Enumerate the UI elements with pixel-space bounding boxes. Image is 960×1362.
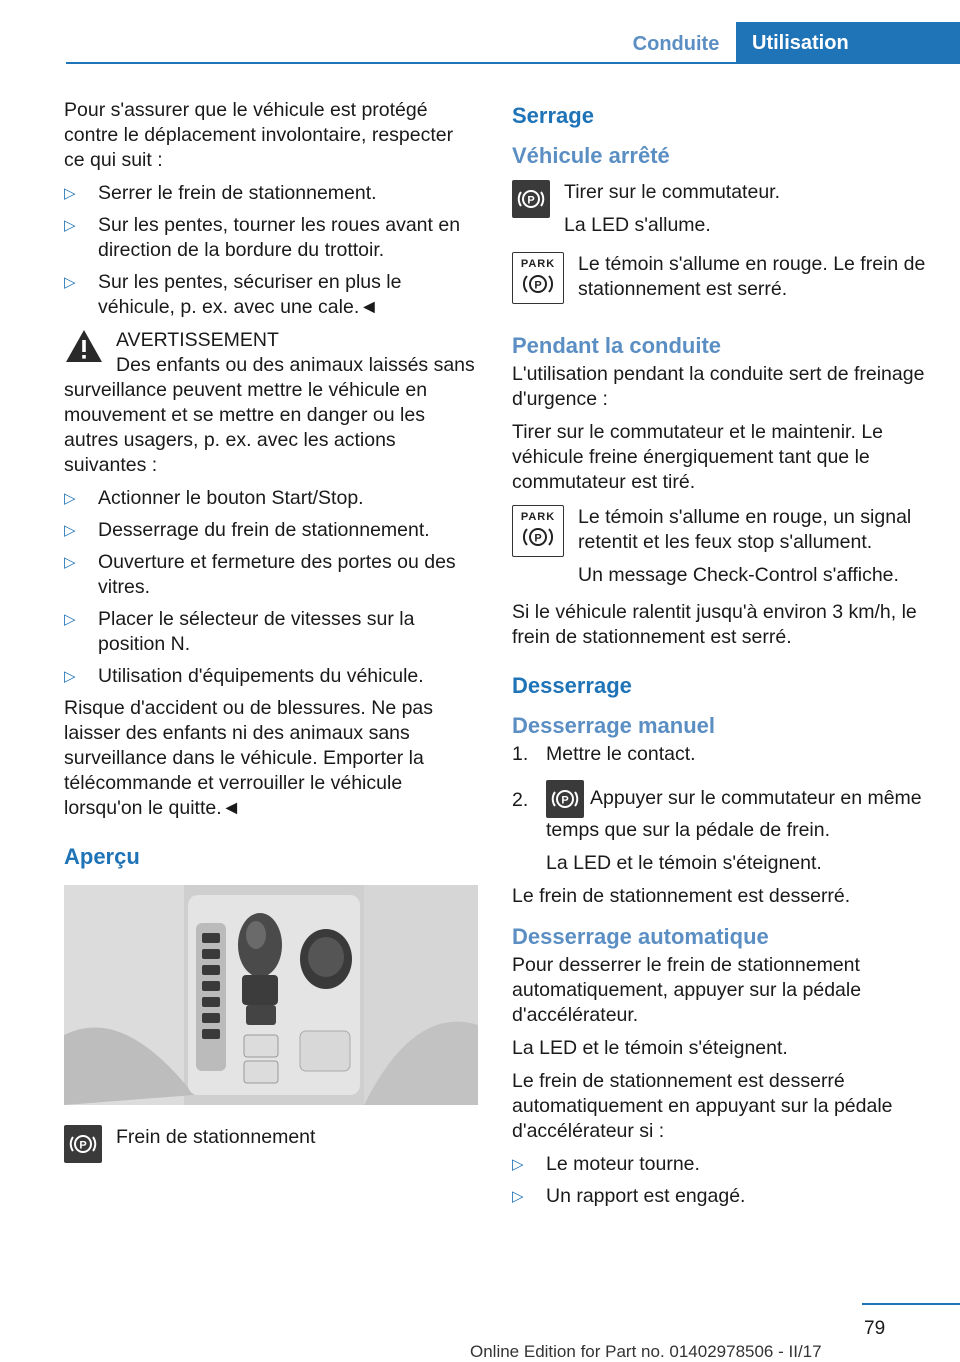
park-indicator-icon: PARK P [512, 252, 564, 304]
list-item: ▷ Un rapport est engagé. [512, 1185, 746, 1207]
desserrage-auto-heading: Desserrage automatique [512, 924, 769, 949]
svg-text:P: P [79, 1139, 87, 1152]
warning-title: AVERTISSEMENT [116, 329, 279, 351]
indicator-text: Le témoin s'allume en rouge. Le frein de stationnement est serré. [578, 253, 926, 300]
triangle-bullet-icon: ▷ [64, 668, 76, 685]
serrage-heading: Serrage [512, 103, 594, 128]
vehicule-arrete-heading: Véhicule arrêté [512, 143, 670, 168]
signal-text: Le témoin s'allume en rouge, un signal retentit et les feux stop s'allument. [578, 506, 912, 553]
auto-p2: Le frein de stationnement est desserré automatiquement en appuyant sur la pédale d'accélérateur si : [512, 1070, 893, 1142]
triangle-bullet-icon: ▷ [64, 185, 76, 202]
overview-heading: Aperçu [64, 844, 140, 869]
pendant-conduite-heading: Pendant la conduite [512, 333, 722, 358]
tab-conduite: Conduite [632, 33, 720, 55]
list-item: 1. Mettre le contact. [512, 743, 696, 765]
svg-text:P: P [534, 532, 542, 545]
pendant-p2: Tirer sur le commutateur et le maintenir. Le véhicule freine énergiquement tant que le commutateur est tiré. [512, 421, 884, 493]
parking-brake-icon [512, 180, 550, 218]
warning-icon [64, 328, 104, 364]
tab-utilisation: Utilisation [736, 22, 960, 62]
triangle-bullet-icon: ▷ [512, 1188, 524, 1205]
instruction-text: Tirer sur le commutateur. [564, 181, 781, 203]
park-indicator-icon: PARK P [512, 505, 564, 557]
list-item: ▷ Sur les pentes, tourner les roues avant en direction de la bordure du trottoir. [64, 214, 461, 261]
indicator-row [512, 252, 928, 310]
list-item: ▷ Placer le sélecteur de vitesses sur la position N. [64, 608, 415, 655]
triangle-bullet-icon: ▷ [64, 274, 76, 291]
list-item: ▷ Desserrage du frein de stationnement. [64, 519, 430, 541]
page-number: 79 [864, 1318, 886, 1339]
header-rule [66, 62, 960, 64]
pendant-p1: L'utilisation pendant la conduite sert de freinage d'urgence : [512, 363, 925, 410]
right-column [512, 98, 928, 1216]
led-text: La LED s'allume. [564, 214, 711, 236]
led-off-text: La LED et le témoin s'éteignent. [546, 852, 822, 874]
auto-conditions-list [512, 1152, 928, 1209]
center-console-image [64, 885, 478, 1105]
list-item: ▷ Ouverture et fermeture des portes ou des vitres. [64, 551, 456, 598]
parking-brake-icon [64, 1125, 102, 1163]
caption-text: Frein de stationnement [116, 1126, 316, 1148]
list-item: ▷ Utilisation d'équipements du véhicule. [64, 665, 424, 687]
indicator-row-2 [512, 505, 928, 588]
svg-text:P: P [534, 279, 542, 292]
left-column [64, 98, 478, 1195]
manual-steps [512, 742, 928, 876]
desserrage-heading: Desserrage [512, 673, 632, 698]
ralentit-paragraph: Si le véhicule ralentit jusqu'à environ 3 km/h, le frein de stationnement est serré. [512, 601, 917, 648]
action-list [64, 486, 478, 689]
caption-row [64, 1125, 478, 1183]
warning-text: Des enfants ou des animaux laissés sans surveillance peuvent mettre le véhicule en mouvement et se mettre en danger ou les autres usagers, p. ex. avec les actions suivantes : [64, 354, 475, 476]
list-item: ▷ Sur les pentes, sécuriser en plus le véhicule, p. ex. avec une cale.◄ [64, 271, 402, 318]
auto-p1: Pour desserrer le frein de stationnement automatiquement, appuyer sur la pédale d'accélérateur. [512, 954, 862, 1026]
warning-block [64, 328, 478, 353]
list-item: ▷ Serrer le frein de stationnement. [64, 182, 377, 204]
check-control-text: Un message Check-Control s'affiche. [578, 564, 899, 586]
triangle-bullet-icon: ▷ [512, 1156, 524, 1173]
list-item: 2. P Appuyer sur le commutateur en même temps que sur la pédale de frein. La LED et le témoin s'éteignent. [512, 774, 928, 876]
svg-text:P: P [527, 194, 535, 207]
triangle-bullet-icon: ▷ [64, 217, 76, 234]
list-item: ▷ Le moteur tourne. [512, 1153, 700, 1175]
brake-released-text: Le frein de stationnement est desserré. [512, 885, 851, 907]
led-off-text-2: La LED et le témoin s'éteignent. [512, 1037, 788, 1059]
desserrage-manuel-heading: Desserrage manuel [512, 713, 715, 738]
risk-paragraph: Risque d'accident ou de blessures. Ne pas laisser des enfants ni des animaux sans surveillance dans le véhicule. Emporter la télécommande et verrouiller le véhicule lorsqu'on le quitte.◄ [64, 697, 434, 819]
intro-paragraph: Pour s'assurer que le véhicule est protégé contre le déplacement involontaire, respecter ce qui suit : [64, 99, 454, 171]
precaution-list [64, 181, 478, 320]
triangle-bullet-icon: ▷ [64, 490, 76, 507]
triangle-bullet-icon: ▷ [64, 522, 76, 539]
parking-brake-icon [546, 780, 584, 818]
triangle-bullet-icon: ▷ [64, 611, 76, 628]
svg-text:P: P [561, 794, 569, 807]
switch-instruction-row [512, 180, 928, 238]
footer-rule [862, 1303, 960, 1305]
list-item: ▷ Actionner le bouton Start/Stop. [64, 487, 364, 509]
triangle-bullet-icon: ▷ [64, 554, 76, 571]
edition-text: Online Edition for Part no. 01402978506 - II/17 [470, 1342, 822, 1361]
